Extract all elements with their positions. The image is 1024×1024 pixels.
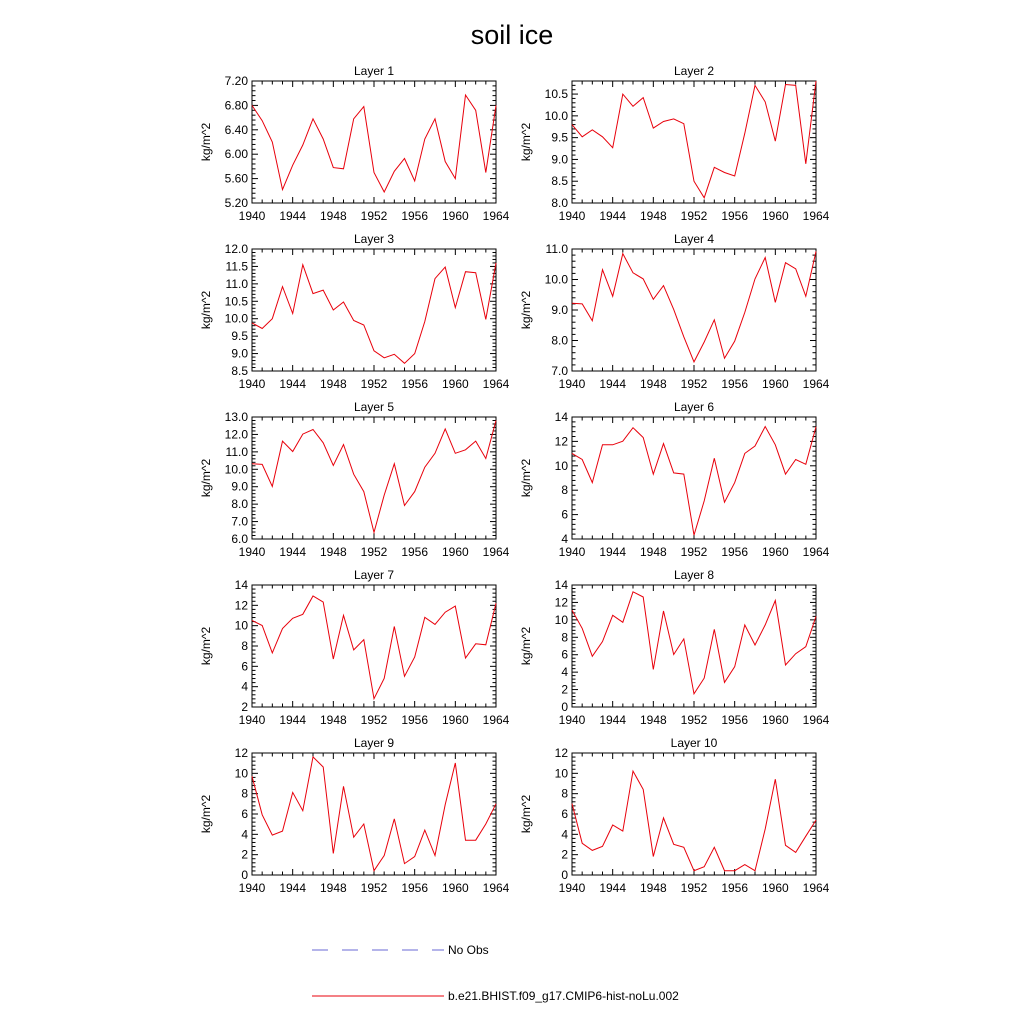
- x-tick-label: 1956: [721, 713, 749, 727]
- y-axis-label: kg/m^2: [199, 458, 213, 498]
- panel-layer-4: [519, 232, 830, 391]
- x-tick-label: 1940: [238, 209, 266, 223]
- panel-title: Layer 3: [353, 232, 395, 246]
- x-tick-label: 1944: [279, 377, 307, 391]
- y-tick-label: 5.20: [224, 196, 248, 210]
- panel-title: Layer 8: [673, 568, 715, 582]
- panel-layer-7: [199, 568, 510, 727]
- x-tick-label: 1956: [401, 377, 429, 391]
- y-tick-label: 12.0: [224, 242, 248, 256]
- x-tick-label: 1940: [558, 713, 586, 727]
- x-tick-label: 1964: [482, 881, 510, 895]
- y-tick-label: 11.0: [225, 276, 248, 291]
- x-tick-label: 1960: [761, 713, 789, 727]
- y-tick-label: 8: [241, 786, 248, 801]
- y-tick-label: 2: [561, 682, 568, 697]
- panel-title: Layer 9: [353, 736, 395, 750]
- x-tick-label: 1940: [238, 377, 266, 391]
- y-tick-label: 12: [234, 598, 248, 613]
- y-tick-label: 12.0: [224, 427, 248, 442]
- y-tick-label: 0: [241, 868, 248, 882]
- y-tick-label: 8: [561, 786, 568, 801]
- y-tick-label: 8.5: [551, 174, 568, 189]
- plot-frame: [252, 417, 496, 539]
- panel-title: Layer 4: [673, 232, 715, 246]
- panel-layer-3: [199, 232, 510, 391]
- x-tick-label: 1944: [279, 713, 307, 727]
- y-tick-label: 4: [241, 827, 248, 842]
- y-tick-label: 7.0: [231, 514, 248, 529]
- x-tick-label: 1960: [761, 209, 789, 223]
- series-line: [572, 81, 816, 198]
- y-tick-label: 0: [561, 700, 568, 714]
- plot-frame: [572, 81, 816, 203]
- x-tick-label: 1948: [319, 209, 347, 223]
- x-tick-label: 1940: [558, 377, 586, 391]
- y-tick-label: 9.0: [551, 152, 568, 167]
- y-tick-label: 2: [561, 847, 568, 862]
- x-tick-label: 1964: [482, 377, 510, 391]
- y-tick-label: 8.0: [551, 333, 568, 348]
- y-tick-label: 10: [554, 458, 568, 473]
- panel-title: Layer 5: [353, 400, 395, 414]
- x-tick-label: 1940: [238, 713, 266, 727]
- plot-frame: [252, 753, 496, 875]
- y-tick-label: 4: [241, 679, 248, 694]
- legend-entry: [312, 989, 679, 1003]
- x-tick-label: 1940: [238, 881, 266, 895]
- y-axis-label: kg/m^2: [519, 458, 533, 498]
- x-tick-label: 1956: [721, 545, 749, 559]
- x-tick-label: 1940: [558, 881, 586, 895]
- x-tick-label: 1960: [761, 545, 789, 559]
- y-tick-label: 6.80: [224, 98, 248, 113]
- x-tick-label: 1940: [238, 545, 266, 559]
- x-tick-label: 1948: [319, 545, 347, 559]
- x-tick-label: 1952: [680, 377, 708, 391]
- y-tick-label: 7.0: [551, 364, 568, 378]
- y-tick-label: 10.0: [544, 108, 568, 123]
- panel-layer-10: [519, 736, 830, 895]
- y-tick-label: 12: [554, 434, 568, 449]
- y-tick-label: 10.0: [224, 462, 248, 477]
- y-tick-label: 11.5: [225, 259, 248, 274]
- y-tick-label: 4: [561, 665, 568, 680]
- series-line: [252, 596, 496, 699]
- y-tick-label: 10.5: [224, 294, 248, 309]
- y-tick-label: 4: [561, 532, 568, 546]
- x-tick-label: 1944: [279, 545, 307, 559]
- figure-title: soil ice: [470, 20, 554, 50]
- series-line: [572, 251, 816, 362]
- x-tick-label: 1956: [721, 377, 749, 391]
- y-tick-label: 13.0: [224, 410, 248, 424]
- y-tick-label: 11.0: [225, 444, 248, 459]
- y-tick-label: 0: [561, 868, 568, 882]
- y-tick-label: 7.20: [224, 74, 248, 88]
- legend-entry: [312, 943, 489, 957]
- x-tick-label: 1964: [482, 545, 510, 559]
- x-tick-label: 1956: [401, 881, 429, 895]
- y-tick-label: 10: [234, 618, 248, 633]
- x-tick-label: 1944: [599, 377, 627, 391]
- plot-frame: [252, 585, 496, 707]
- x-tick-label: 1960: [441, 545, 469, 559]
- x-tick-label: 1960: [441, 881, 469, 895]
- y-tick-label: 6.00: [224, 147, 248, 162]
- panel-layer-8: [519, 568, 830, 727]
- series-line: [572, 427, 816, 536]
- x-tick-label: 1964: [802, 713, 830, 727]
- panel-title: Layer 7: [353, 568, 395, 582]
- x-tick-label: 1944: [599, 209, 627, 223]
- y-tick-label: 9.0: [551, 303, 568, 317]
- plot-frame: [572, 753, 816, 875]
- y-tick-label: 8.0: [231, 497, 248, 512]
- y-tick-label: 6.40: [224, 122, 248, 137]
- panel-layer-6: [519, 400, 830, 559]
- x-tick-label: 1960: [761, 881, 789, 895]
- x-tick-label: 1964: [802, 881, 830, 895]
- y-axis-label: kg/m^2: [199, 122, 213, 162]
- x-tick-label: 1944: [279, 209, 307, 223]
- x-tick-label: 1964: [802, 377, 830, 391]
- x-tick-label: 1944: [599, 545, 627, 559]
- x-tick-label: 1952: [680, 881, 708, 895]
- y-tick-label: 8.5: [231, 364, 248, 378]
- y-tick-label: 14: [234, 578, 248, 592]
- x-tick-label: 1948: [639, 545, 667, 559]
- y-tick-label: 10: [554, 766, 568, 781]
- x-tick-label: 1948: [639, 713, 667, 727]
- y-tick-label: 5.60: [224, 171, 248, 186]
- y-tick-label: 14: [554, 578, 568, 592]
- y-tick-label: 9.0: [231, 479, 248, 494]
- y-tick-label: 6: [561, 507, 568, 522]
- x-tick-label: 1948: [319, 377, 347, 391]
- y-tick-label: 2: [241, 700, 248, 714]
- legend-label: No Obs: [448, 943, 489, 957]
- y-tick-label: 6.0: [231, 532, 248, 546]
- y-tick-label: 9.5: [551, 130, 568, 145]
- y-tick-label: 12: [234, 746, 248, 760]
- x-tick-label: 1948: [639, 881, 667, 895]
- y-tick-label: 2: [241, 847, 248, 862]
- plot-frame: [572, 417, 816, 539]
- y-tick-label: 12: [554, 746, 568, 760]
- y-tick-label: 8: [241, 639, 248, 653]
- x-tick-label: 1956: [401, 713, 429, 727]
- plot-frame: [572, 585, 816, 707]
- y-axis-label: kg/m^2: [519, 122, 533, 162]
- series-line: [252, 95, 496, 192]
- panel-title: Layer 1: [353, 64, 395, 78]
- x-tick-label: 1956: [401, 209, 429, 223]
- y-axis-label: kg/m^2: [199, 626, 213, 666]
- y-tick-label: 10.5: [544, 87, 568, 102]
- y-tick-label: 8.0: [551, 196, 568, 210]
- x-tick-label: 1948: [319, 881, 347, 895]
- x-tick-label: 1948: [319, 713, 347, 727]
- series-line: [572, 771, 816, 871]
- x-tick-label: 1956: [401, 545, 429, 559]
- series-line: [252, 263, 496, 363]
- y-axis-label: kg/m^2: [199, 794, 213, 834]
- x-tick-label: 1940: [558, 209, 586, 223]
- y-tick-label: 14: [554, 410, 568, 424]
- y-tick-label: 6: [561, 807, 568, 821]
- plot-frame: [252, 249, 496, 371]
- y-axis-label: kg/m^2: [519, 290, 533, 330]
- panel-layer-1: [199, 64, 510, 223]
- y-tick-label: 11.0: [545, 242, 568, 256]
- x-tick-label: 1952: [360, 209, 388, 223]
- y-axis-label: kg/m^2: [519, 626, 533, 666]
- series-line: [572, 592, 816, 694]
- y-axis-label: kg/m^2: [519, 794, 533, 834]
- y-tick-label: 6: [561, 647, 568, 662]
- y-tick-label: 12: [554, 595, 568, 610]
- x-tick-label: 1944: [599, 713, 627, 727]
- x-tick-label: 1948: [639, 209, 667, 223]
- x-tick-label: 1952: [360, 377, 388, 391]
- x-tick-label: 1956: [721, 209, 749, 223]
- y-tick-label: 6: [241, 659, 248, 674]
- x-tick-label: 1944: [279, 881, 307, 895]
- panel-layer-5: [199, 400, 510, 559]
- y-tick-label: 10.0: [224, 311, 248, 326]
- series-line: [252, 757, 496, 871]
- x-tick-label: 1960: [761, 377, 789, 391]
- x-tick-label: 1952: [360, 713, 388, 727]
- x-tick-label: 1964: [482, 713, 510, 727]
- x-tick-label: 1964: [802, 545, 830, 559]
- y-tick-label: 10: [234, 766, 248, 781]
- x-tick-label: 1964: [802, 209, 830, 223]
- series-line: [252, 421, 496, 533]
- x-tick-label: 1960: [441, 209, 469, 223]
- x-tick-label: 1960: [441, 713, 469, 727]
- y-tick-label: 10.0: [544, 272, 568, 287]
- x-tick-label: 1952: [360, 545, 388, 559]
- panel-title: Layer 10: [670, 736, 718, 750]
- x-tick-label: 1940: [558, 545, 586, 559]
- x-tick-label: 1960: [441, 377, 469, 391]
- panel-title: Layer 6: [673, 400, 715, 414]
- panel-layer-2: [519, 64, 830, 223]
- x-tick-label: 1948: [639, 377, 667, 391]
- y-tick-label: 9.0: [231, 346, 248, 361]
- x-tick-label: 1952: [680, 209, 708, 223]
- panel-title: Layer 2: [673, 64, 715, 78]
- plot-frame: [572, 249, 816, 371]
- y-axis-label: kg/m^2: [199, 290, 213, 330]
- legend: [312, 943, 679, 1003]
- legend-label: b.e21.BHIST.f09_g17.CMIP6-hist-noLu.002: [448, 989, 679, 1003]
- y-tick-label: 9.5: [231, 329, 248, 344]
- x-tick-label: 1956: [721, 881, 749, 895]
- y-tick-label: 8: [561, 630, 568, 645]
- y-tick-label: 10: [554, 612, 568, 627]
- x-tick-label: 1952: [680, 713, 708, 727]
- y-tick-label: 8: [561, 483, 568, 498]
- x-tick-label: 1964: [482, 209, 510, 223]
- y-tick-label: 4: [561, 827, 568, 842]
- x-tick-label: 1944: [599, 881, 627, 895]
- y-tick-label: 6: [241, 807, 248, 821]
- x-tick-label: 1952: [360, 881, 388, 895]
- panels: [199, 64, 830, 895]
- x-tick-label: 1952: [680, 545, 708, 559]
- panel-layer-9: [199, 736, 510, 895]
